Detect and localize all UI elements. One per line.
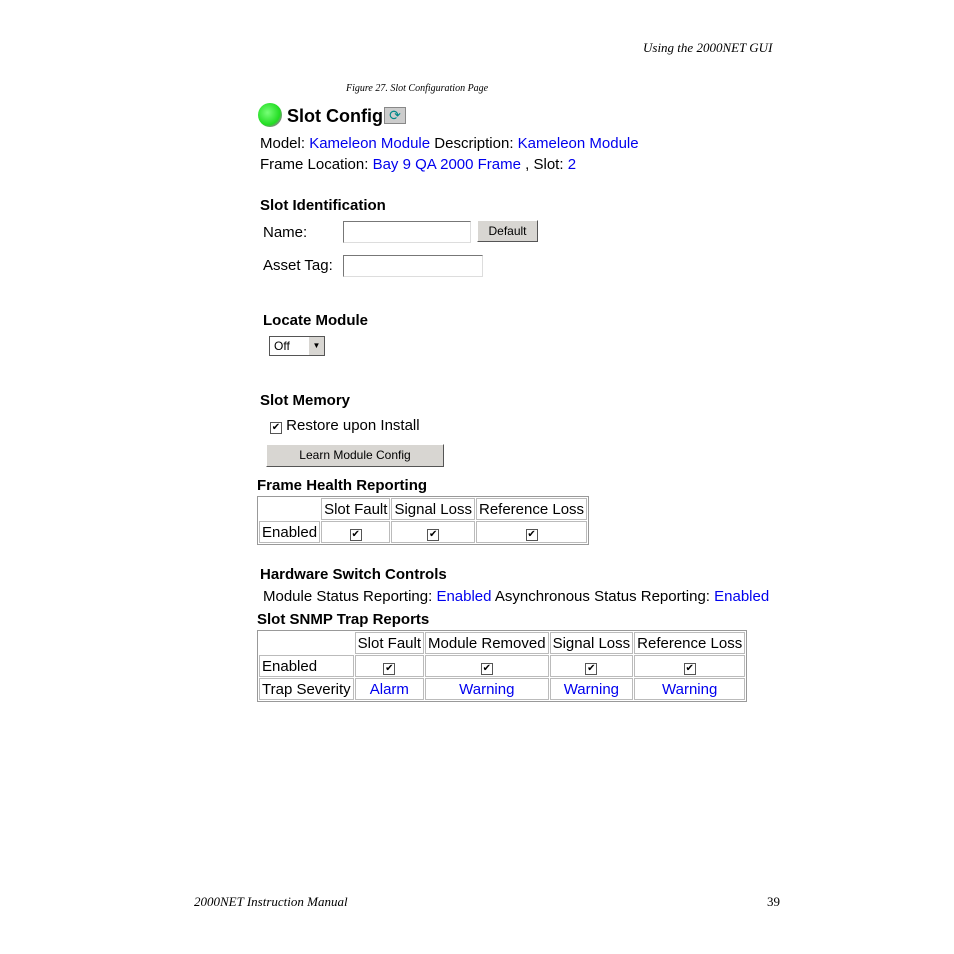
description-label: Description: — [434, 135, 514, 152]
model-link[interactable]: Kameleon Module — [309, 135, 431, 152]
description-link[interactable]: Kameleon Module — [517, 135, 639, 152]
slot-link[interactable]: 2 — [567, 156, 577, 173]
asset-tag-label: Asset Tag: — [263, 257, 333, 274]
slot-fault-checkbox[interactable]: ✔ — [385, 662, 394, 674]
severity-link[interactable]: Warning — [550, 678, 634, 700]
module-removed-checkbox[interactable]: ✔ — [482, 662, 491, 674]
reference-loss-checkbox[interactable]: ✔ — [527, 528, 536, 540]
row-label: Trap Severity — [259, 678, 354, 700]
column-header: Slot Fault — [321, 498, 390, 520]
locate-module-select[interactable] — [269, 336, 325, 356]
figure-caption: Figure 27. Slot Configuration Page — [346, 83, 489, 94]
column-header: Signal Loss — [550, 632, 634, 654]
name-label: Name: — [263, 224, 308, 241]
name-input[interactable] — [343, 221, 471, 243]
module-status-label: Module Status Reporting: — [263, 588, 433, 605]
async-status-label: Asynchronous Status Reporting: — [494, 588, 710, 605]
learn-module-config-button[interactable]: Learn Module Config — [266, 444, 444, 467]
slot-memory-heading: Slot Memory — [260, 392, 351, 409]
async-status-link[interactable]: Enabled — [714, 588, 770, 605]
page-number: 39 — [767, 894, 780, 909]
locate-module-value: Off — [274, 339, 290, 353]
signal-loss-checkbox[interactable]: ✔ — [587, 662, 596, 674]
signal-loss-checkbox[interactable]: ✔ — [429, 528, 438, 540]
severity-link[interactable]: Warning — [425, 678, 549, 700]
snmp-heading: Slot SNMP Trap Reports — [257, 611, 430, 628]
snmp-table — [257, 630, 747, 702]
asset-tag-input[interactable] — [343, 255, 483, 277]
row-label: Enabled — [259, 655, 354, 677]
column-header: Slot Fault — [355, 632, 424, 654]
severity-link[interactable]: Warning — [634, 678, 745, 700]
restore-label: Restore upon Install — [286, 417, 420, 434]
status-led-icon — [258, 103, 282, 127]
row-label: Enabled — [259, 521, 320, 543]
frame-health-table — [257, 496, 589, 545]
column-header: Signal Loss — [391, 498, 475, 520]
footer-manual: 2000NET Instruction Manual — [194, 894, 348, 909]
column-header: Reference Loss — [634, 632, 745, 654]
slot-fault-checkbox[interactable]: ✔ — [351, 528, 360, 540]
refresh-icon[interactable]: ⟳ — [384, 107, 406, 124]
frame-health-heading: Frame Health Reporting — [257, 477, 428, 494]
reference-loss-checkbox[interactable]: ✔ — [685, 662, 694, 674]
slot-identification-heading: Slot Identification — [260, 197, 386, 214]
locate-module-heading: Locate Module — [263, 312, 369, 329]
frame-location-link[interactable]: Bay 9 QA 2000 Frame — [372, 156, 521, 173]
column-header: Reference Loss — [476, 498, 587, 520]
restore-checkbox[interactable]: ✔ — [271, 422, 281, 433]
default-button[interactable]: Default — [477, 220, 538, 242]
chevron-down-icon[interactable]: ▼ — [309, 337, 324, 355]
frame-location-label: Frame Location: — [260, 156, 369, 173]
column-header: Module Removed — [425, 632, 549, 654]
module-status-link[interactable]: Enabled — [436, 588, 492, 605]
severity-link[interactable]: Alarm — [355, 678, 424, 700]
slot-label: , Slot: — [525, 156, 564, 173]
running-title: Using the 2000NET GUI — [643, 40, 773, 55]
model-label: Model: — [260, 135, 306, 152]
page-title: Slot Config — [287, 106, 383, 126]
hardware-switch-heading: Hardware Switch Controls — [260, 566, 447, 583]
